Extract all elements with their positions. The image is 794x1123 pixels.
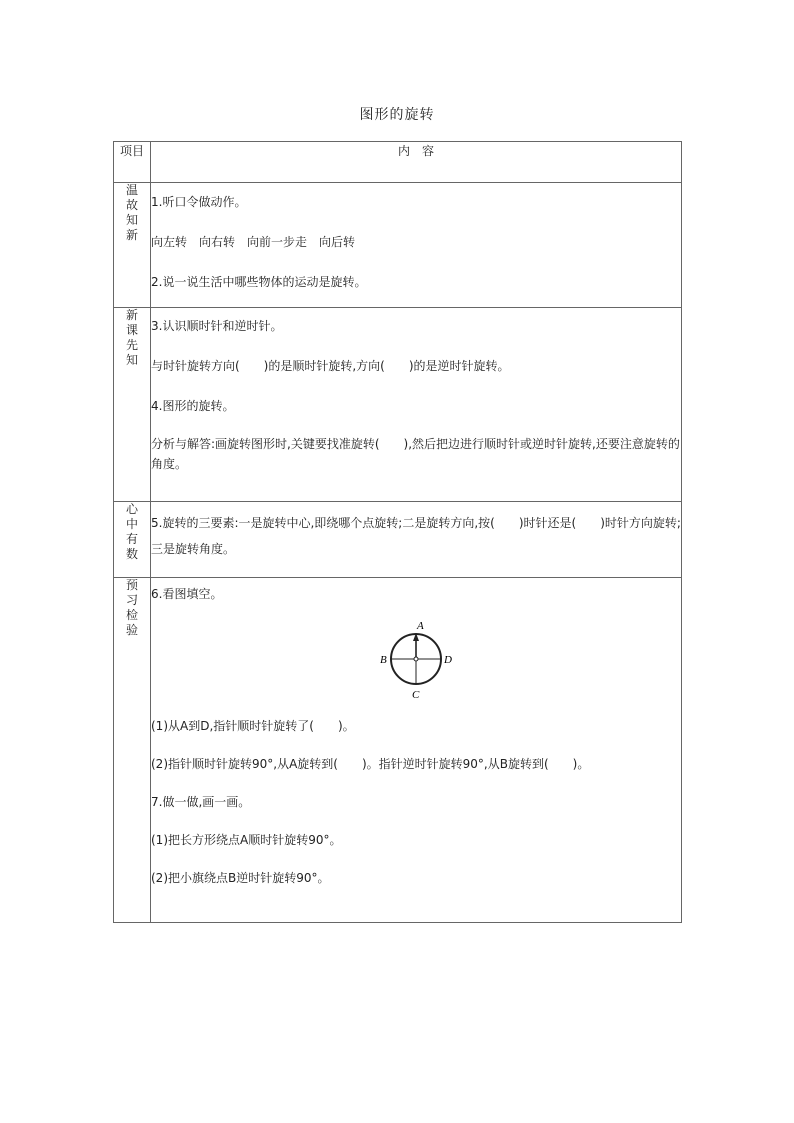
question-4-text: 分析与解答:画旋转图形时,关键要找准旋转( ),然后把边进行顺时针或逆时针旋转,还要注意旋转的角度。 [151, 437, 680, 471]
question-6: 6.看图填空。 [151, 587, 223, 601]
page-title: 图形的旋转 [359, 107, 435, 123]
section-content [151, 308, 682, 502]
section-label: 预习检验 [114, 578, 151, 923]
question-1: 1.听口令做动作。 [151, 195, 247, 209]
section-label: 新课先知 [114, 308, 151, 502]
question-7-2: (2)把小旗绕点B逆时针旋转90°。 [151, 871, 330, 885]
section-preview [114, 308, 682, 502]
header-row [114, 142, 682, 183]
question-2: 2.说一说生活中哪些物体的运动是旋转。 [151, 275, 367, 289]
section-content [151, 502, 682, 578]
question-3: 3.认识顺时针和逆时针。 [151, 319, 283, 333]
header-item: 项目 [114, 142, 151, 183]
section-test [114, 578, 682, 923]
question-6-2: (2)指针顺时针旋转90°,从A旋转到( )。指针逆时针旋转90°,从B旋转到( )。 [151, 757, 590, 771]
question-6-1: (1)从A到D,指针顺时针旋转了( )。 [151, 719, 355, 733]
section-content [151, 578, 682, 923]
label-a: A [417, 620, 424, 632]
question-7: 7.做一做,画一画。 [151, 795, 251, 809]
question-1-actions: 向左转 向右转 向前一步走 向后转 [151, 235, 356, 249]
section-check [114, 502, 682, 578]
worksheet-table [113, 141, 682, 923]
section-review [114, 183, 682, 308]
section-content [151, 183, 682, 308]
section-label: 心中有数 [114, 502, 151, 578]
circle-diagram [371, 614, 461, 704]
section-label: 温故知新 [114, 183, 151, 308]
center-point [414, 657, 418, 661]
label-d: D [444, 654, 452, 666]
question-7-1: (1)把长方形绕点A顺时针旋转90°。 [151, 833, 342, 847]
header-content: 内 容 [151, 142, 682, 183]
question-3-fill: 与时针旋转方向( )的是顺时针旋转,方向( )的是逆时针旋转。 [151, 359, 510, 373]
rotation-figure [151, 614, 681, 704]
label-b: B [380, 654, 387, 666]
question-4: 4.图形的旋转。 [151, 399, 235, 413]
label-c: C [412, 689, 420, 701]
question-5: 5.旋转的三要素:一是旋转中心,即绕哪个点旋转;二是旋转方向,按( )时针还是( )时针方向旋转;三是旋转角度。 [151, 516, 681, 556]
